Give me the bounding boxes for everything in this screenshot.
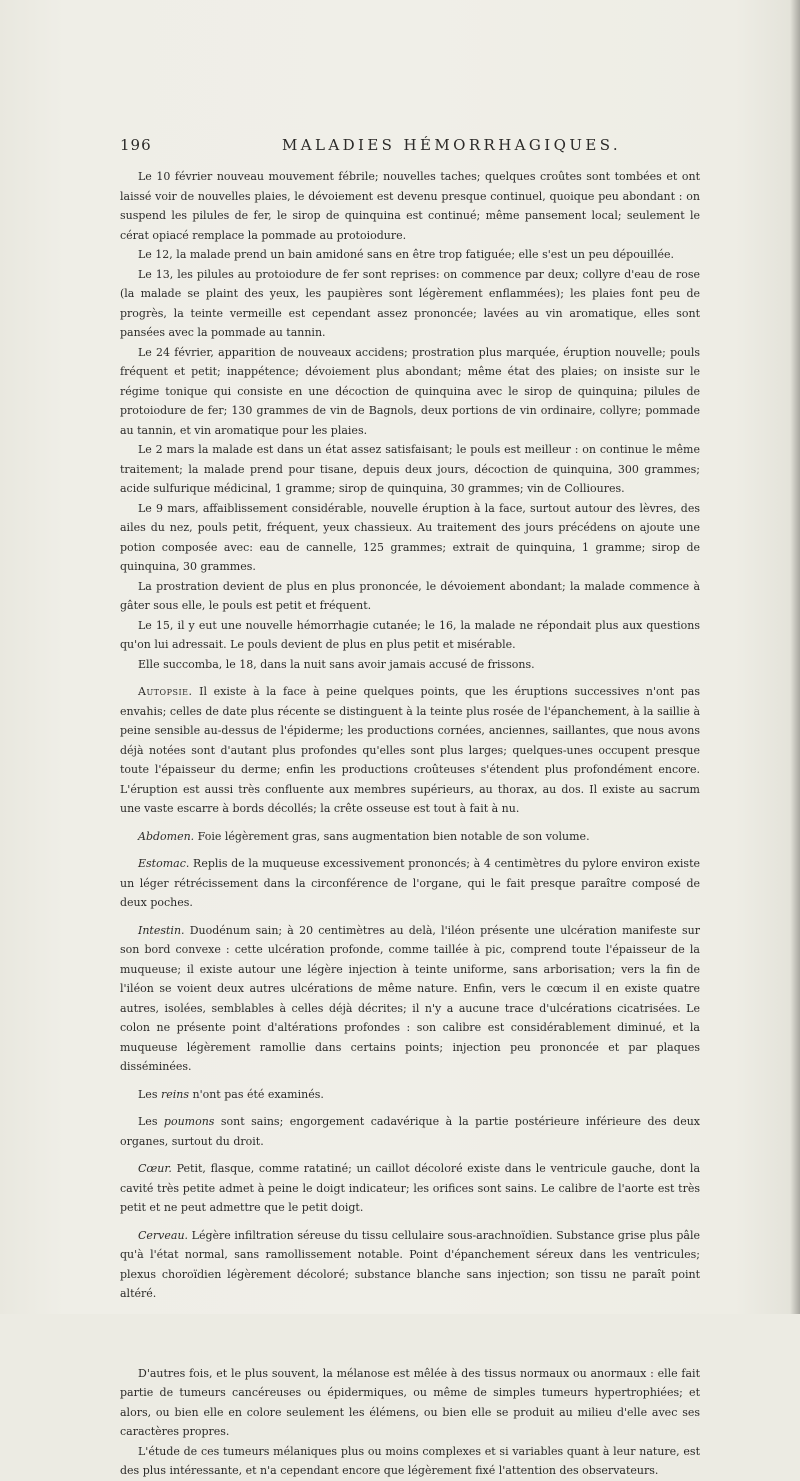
paragraph-melanose: D'autres fois, et le plus souvent, la mélanose est mêlée à des tissus normaux ou anormaux : elle fait partie de tumeurs cancéreuses ou épidermiques, ou même de simples tumeurs hypertrophiées; et alors, ou bien elle en colore seulement les élémens, ou bien elle se produit au milieu d'elle avec ses caractères propres. [120,1366,700,1438]
reins-text: n'ont pas été examinés. [188,1087,324,1101]
cerveau-label: Cerveau. [138,1228,189,1242]
coeur-text: Petit, flasque, comme ratatiné; un caillot décoloré existe dans le ventricule gauche, dont la cavité très petite admet à peine le doigt indicateur; les orifices sont sains. Le calibre de l'aorte est très petit et ne peut admettre que le petit doigt. [120,1162,700,1214]
paragraph-abdomen [120,827,700,847]
reins-label: reins [160,1087,189,1101]
page-number: 196 [120,136,152,154]
poumons-text: sont sains; engorgement cadavérique à la partie postérieure inférieure des deux organes, surtout du droit. [120,1115,700,1148]
paragraph-mar-15: Le 15, il y eut une nouvelle hémorrhagie cutanée; le 16, la malade ne répondait plus aux questions qu'on lui adressait. Le pouls devient de plus en plus petit et misérable. [120,618,700,651]
paragraph-mar-2: Le 2 mars la malade est dans un état assez satisfaisant; le pouls est meilleur : on continue le même traitement; la malade prend pour tisane, depuis deux jours, décoction de quinquina, 300 grammes; acide sulfurique médicinal, 1 gramme; sirop de quinquina, 30 grammes; vin de Collioures. [120,443,700,495]
intestin-text: Duodénum sain; à 20 centimètres au delà, l'iléon présente une ulcération manifeste sur son bord convexe : cette ulcération profonde, comme taillée à pic, comprend toute l'épaisseur de la muqueuse; il existe autour une légère injection à teinte uniforme, sans arborisation; vers la fin de l'iléon se voient deux autres ulcérations de même nature. Enfin, vers le cœcum il en existe quatre autres, isolées, semblables à celles déjà décrites; il n'y a aucune trace d'ulcérations cicatrisées. Le colon ne présente point d'altérations profondes : son calibre est considérablement diminué, et la muqueuse légèrement ramollie dans certains points; injection peu prononcée et par plaques disséminées. [120,923,700,1073]
paragraph-reins [120,1085,700,1105]
paragraph-feb-13: Le 13, les pilules au protoiodure de fer sont reprises: on commence par deux; collyre d'eau de rose (la malade se plaint des yeux, les paupières sont légèrement enflammées); les plaies font peu de progrès, la teinte vermeille est cependant assez prononcée; lavées au vin aromatique, elles sont pansées avec la pommade au tannin. [120,267,700,339]
paragraph-death: Elle succomba, le 18, dans la nuit sans avoir jamais accusé de frissons. [138,657,535,671]
running-title: MALADIES HÉMORRHAGIQUES. [282,136,622,154]
abdomen-text: Foie légèrement gras, sans augmentation bien notable de son volume. [194,829,590,843]
cerveau-text: Légère infiltration séreuse du tissu cellulaire sous-arachnoïdien. Substance grise plus pâle qu'à l'état normal, sans ramollissement notable. Point d'épanchement séreux dans les ventricules; plexus choroïdien légèrement décoloré; substance blanche sans injection; son tissu ne paraît point altéré. [120,1228,700,1300]
page-edge-shadow [790,0,800,1314]
autopsy-text: Il existe à la face à peine quelques points, que les éruptions successives n'ont pas envahis; celles de date plus récente se distinguent à la teinte plus rosée de l'épanchement, à la saillie à peine sensible au-dessus de l'épiderme; les productions cornées, anciennes, saillantes, que nous avons déjà notées sont d'autant plus profondes qu'elles sont plus larges; quelques-unes occupent presque toute l'épaisseur du derme; enfin les productions croûteuses s'étendent plus profondément encore. L'éruption est aussi très confluente aux membres supérieurs, au thorax, au dos. Il existe au sacrum une vaste escarre à bords décollés; la crête osseuse est tout à fait à nu. [120,685,700,815]
estomac-label: Estomac. [138,857,190,870]
paragraph-feb-10: Le 10 février nouveau mouvement fébrile; nouvelles taches; quelques croûtes sont tombées et ont laissé voir de nouvelles plaies, le dévoiement est devenu presque continuel, quoique peu abondant : on suspend les pilules de fer, le sirop de quinquina est continué; même pansement local; seulement le cérat opiacé remplace la pommade au protoiodure. [120,170,700,242]
paragraph-estomac [120,854,700,913]
autopsy-label: Autopsie. [138,685,193,698]
abdomen-label: Abdomen. [138,829,195,843]
paragraph-coeur [120,1159,700,1218]
paragraph-cerveau [120,1226,700,1304]
poumons-label: poumons [163,1115,215,1128]
paragraph-intestin [120,921,700,1077]
poumons-prefix: Les [138,1115,164,1128]
intestin-label: Intestin. [138,923,185,937]
paragraph-autopsy [120,682,700,819]
page-header [120,136,700,158]
paragraph-feb-12: Le 12, la malade prend un bain amidoné sans en être trop fatiguée; elle s'est un peu dépouillée. [138,248,674,261]
estomac-text: Replis de la muqueuse excessivement prononcés; à 4 centimètres du pylore environ existe un léger rétrécissement dans la circonférence de l'organe, qui le fait presque paraître composé de deux poches. [120,857,700,909]
paragraph-poumons [120,1112,700,1151]
paragraph-tumeurs: L'étude de ces tumeurs mélaniques plus ou moins complexes et si variables quant à leur nature, est des plus intéressante, et n'a cependant encore que légèrement fixé l'attention des observateurs. [120,1444,700,1477]
paragraph-prostration: La prostration devient de plus en plus prononcée, le dévoiement abondant; la malade commence à gâter sous elle, le pouls est petit et fréquent. [120,579,700,612]
paragraph-mar-9: Le 9 mars, affaiblissement considérable, nouvelle éruption à la face, surtout autour des lèvres, des ailes du nez, pouls petit, fréquent, yeux chassieux. Au traitement des jours précédens on ajoute une potion composée avec: eau de cannelle, 125 grammes; extrait de quinquina, 1 gramme; sirop de quinquina, 30 grammes. [120,501,700,573]
coeur-label: Cœur. [138,1162,172,1175]
paragraph-feb-24: Le 24 février, apparition de nouveaux accidens; prostration plus marquée, éruption nouvelle; pouls fréquent et petit; inappétence; dévoiement plus abondant; même état des plaies; on insiste sur le régime tonique qui consiste en une décoction de quinquina avec le sirop de quinquina; pilules de protoiodure de fer; 130 grammes de vin de Bagnols, deux portions de vin ordinaire, collyre; pommade au tannin, et vin aromatique pour les plaies. [120,345,700,437]
body-text [120,167,700,1481]
reins-prefix: Les [138,1087,161,1101]
